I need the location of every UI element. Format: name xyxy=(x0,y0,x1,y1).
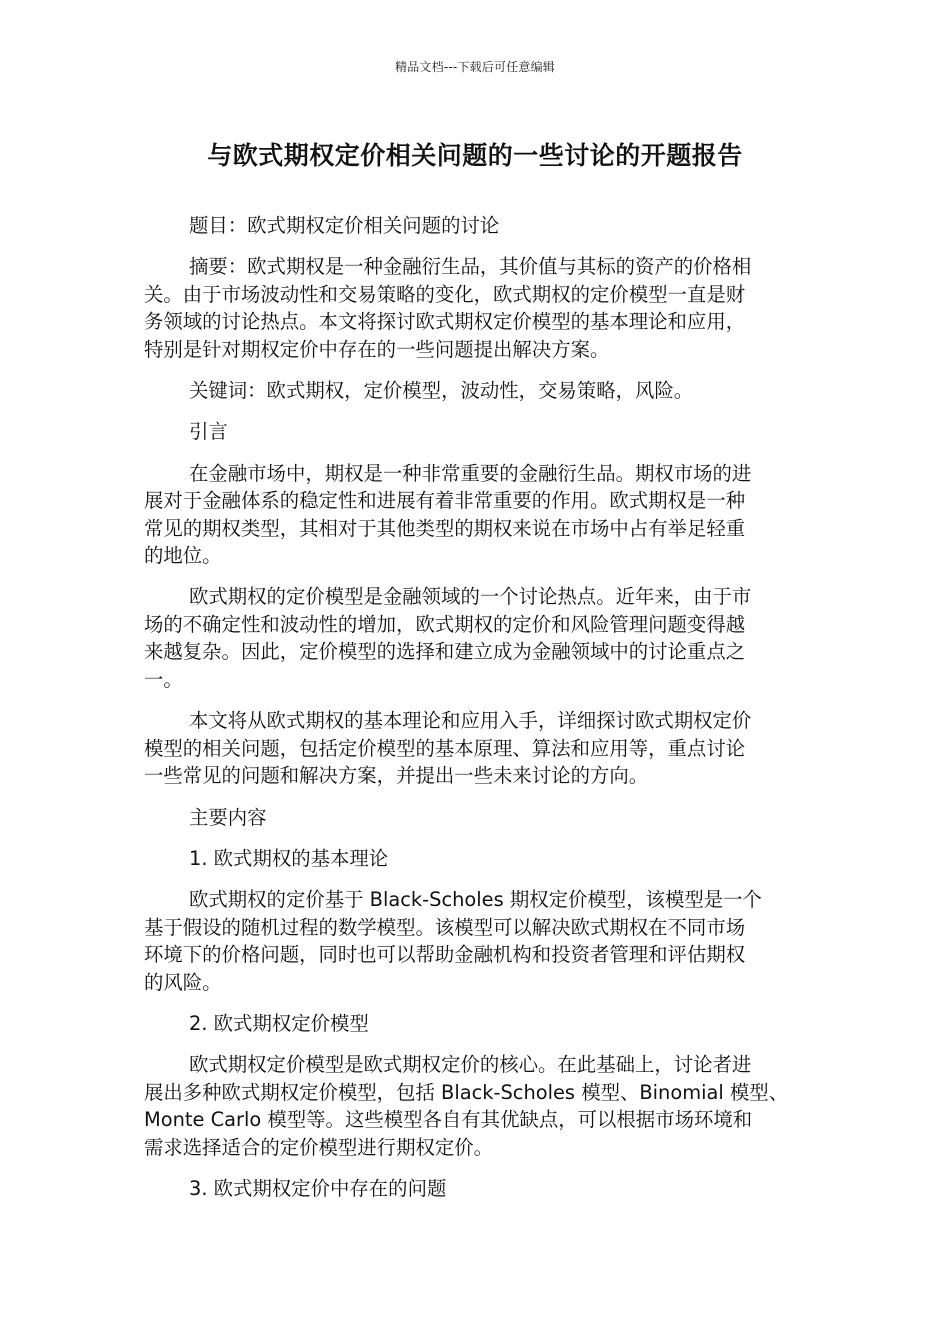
pricing-models-paragraph: 欧式期权定价模型是欧式期权定价的核心。在此基础上，讨论者进 展出多种欧式期权定价模型，包括 Black-Scholes 模型、Binomial 模型、 Monte Carlo 模型等。这些模型各自有其优缺点，可以根据市场环境和 需求选择适合的定价模型进行期权定价。 xyxy=(144,1053,789,1159)
subheading-basic-theory: 1. 欧式期权的基本理论 xyxy=(189,846,389,870)
basic-theory-paragraph: 欧式期权的定价基于 Black-Scholes 期权定价模型，该模型是一个 基于假设的随机过程的数学模型。该模型可以解决欧式期权在不同市场 环境下的价格问题，同时也可以帮助金融机构和投资者管理和评估期权 的风险。 xyxy=(144,888,762,994)
keywords-line: 关键词：欧式期权，定价模型，波动性，交易策略，风险。 xyxy=(189,379,694,403)
topic-line: 题目：欧式期权定价相关问题的讨论 xyxy=(189,214,500,237)
header-note: 精品文档---下载后可任意编辑 xyxy=(395,60,555,74)
document-body xyxy=(144,212,816,1216)
subheading-pricing-problems: 3. 欧式期权定价中存在的问题 xyxy=(189,1177,447,1201)
subheading-pricing-models: 2. 欧式期权定价模型 xyxy=(189,1011,369,1035)
abstract-paragraph: 摘要：欧式期权是一种金融衍生品，其价值与其标的资产的价格相 关。由于市场波动性和交易策略的变化，欧式期权的定价模型一直是财 务领域的讨论热点。本文将探讨欧式期权定价模型的基本理论和应用， 特别是针对期权定价中存在的一些问题提出解决方案。 xyxy=(144,255,752,361)
introduction-paragraph-3: 本文将从欧式期权的基本理论和应用入手，详细探讨欧式期权定价 模型的相关问题，包括定价模型的基本原理、算法和应用等，重点讨论 一些常见的问题和解决方案，并提出一些未来讨论的方向。 xyxy=(144,709,752,788)
document-title: 与欧式期权定价相关问题的一些讨论的开题报告 xyxy=(207,141,743,170)
section-heading-introduction: 引言 xyxy=(189,420,228,444)
introduction-paragraph-1: 在金融市场中，期权是一种非常重要的金融衍生品。期权市场的进 展对于金融体系的稳定性和进展有着非常重要的作用。欧式期权是一种 常见的期权类型，其相对于其他类型的期权来说在市场中占有举足轻重 的地位。 xyxy=(144,461,752,568)
section-heading-main-content: 主要内容 xyxy=(189,805,267,829)
introduction-paragraph-2: 欧式期权的定价模型是金融领域的一个讨论热点。近年来，由于市 场的不确定性和波动性的增加，欧式期权的定价和风险管理问题变得越 来越复杂。因此，定价模型的选择和建立成为金融领域中的讨论重点之 一。 xyxy=(144,585,752,691)
